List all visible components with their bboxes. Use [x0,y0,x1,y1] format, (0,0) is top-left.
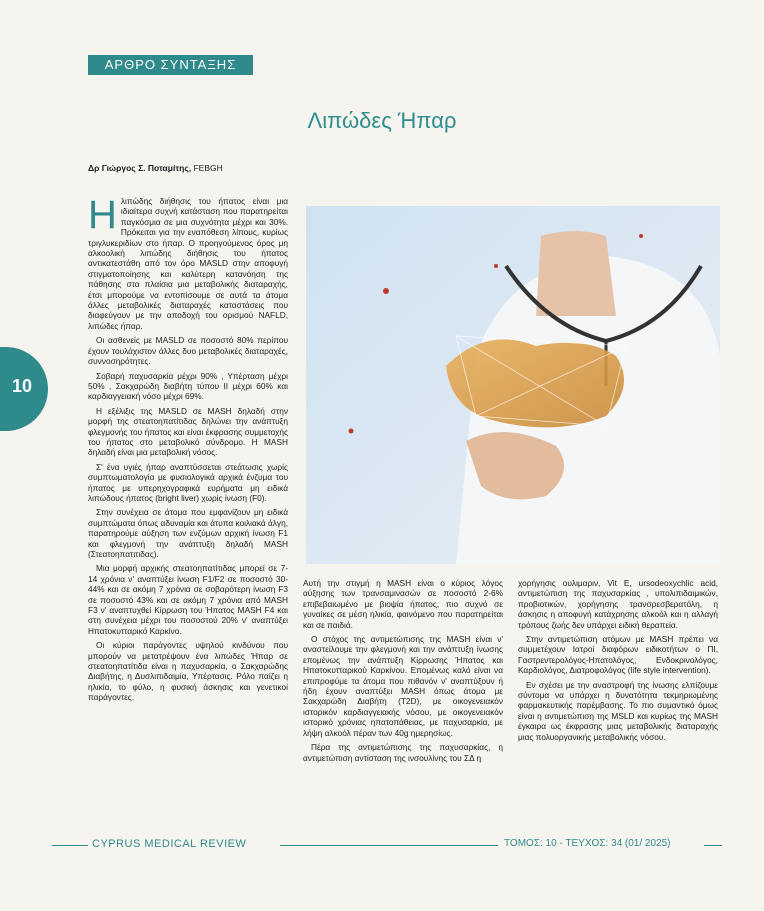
article-title: Λιπώδες Ήπαρ [307,108,457,133]
paragraph: χορήγησις ουλιμαριν, Vit E, ursodeoxychlic acid, αντιμετώπιση της παχυσαρκίας , υπολιπιδαιμικών, προβιοτικών, χορήγησης τρανσρεσβερατόλη, η άσκησις η αποφυγή κατάχρησης αλκοόλ και η αλλαγή τρόπους ζωής δεν υπάρχει ειδική θεραπεία. [518,578,718,630]
paragraph: Οι κύριοι παράγοντες υψηλού κινδύνου που μπορούν να μετατρέψουν ένα λιπώδες Ήπαρ σε στεατοηπατίτιδα είναι η παχυσαρκία, ο Σακχαρώδης Διαβήτης, η Δυσλιπιδαιμία, Υπέρτασις. Ρόλο παίζει η ηλικία, το φύλο, η φυσική άσκησις και γενετικοί παράγοντες. [88,640,288,703]
paragraph: Αυτή την στιγμή η MASH είναι ο κύριος λόγος αύξησης των τρανσαμινασών σε ποσοστό 2-6% επιβεβαιωμένο με βιοψία ήπατος, πιο συχνό σε γυναίκες σε μέση ηλικία, φαινόμενο που παρατηρείται και σε παιδιά. [303,578,503,630]
paragraph: Στην συνέχεια σε άτομα που εμφανίζουν μη ειδικά συμπτώματα όπως αδυναμία και άτυπα κοιλιακά άλγη, παρατηρούμε αύξηση των ενζύμων αρχική ίνωση F1 και φλεγμονή την ανάπτυξη δηλαδή MASH (Στεατοηπατιτιδας). [88,507,288,559]
dropcap: Η [88,193,117,237]
paragraph [88,193,288,331]
paragraph: Εν σχέσει με την αναστροφή της ίνωσης ελπίζουμε σύντομα να υπάρχει η δυνατότητα τεκμηριωμένης φαρμακευτικής παρέμβασης. Το πιο συμαντικό όμως είναι η αντιμετώπιση της MSLD και κυρίως της MASH έγκαιρα ως έκφρασης μιας μεταβολικής διαταραχής μιας πολυοργανικής μεταβολικής νόσου. [518,679,718,742]
author-affiliation: FEBGH [193,163,223,173]
footer-rule-right [704,845,722,846]
footer [0,838,764,852]
section-label: ΑΡΘΡΟ ΣΥΝΤΑΞΗΣ [88,55,253,75]
paragraph: Στην αντιμετώπιση ατόμων με MASH πρέπει να συμμετέχουν Ιατροί διαφόρων ειδικοτήτων ο ΠΙ, Γαστρεντερολόγος-Ηπατολόγος, Ενδοκρινολόγος, Καρδιολόγος, Διατροφολόγος (life style intervention). [518,634,718,676]
issue-info: ΤΟΜΟΣ: 10 - ΤΕΥΧΟΣ: 34 (01/ 2025) [504,838,671,849]
author-name: Δρ Γιώργος Σ. Ποταμίτης, [88,163,192,173]
publication-name: CYPRUS MEDICAL REVIEW [92,838,247,850]
doctor-liver-photo [306,206,720,564]
paragraph: Σοβαρή παχυσαρκία μέχρι 90% , Υπέρταση μέχρι 50% , Σακχαρώδη διαβήτη τύπου ΙΙ μέχρι 60% και καρδιαγγειακή νόσο μέχρι 69%. [88,370,288,402]
text-column-3 [518,578,718,746]
text-column-2 [303,578,503,767]
paragraph-text: λιπώδης διήθησις του ήπατος είναι μια ιδιαίτερα συχνή κατάσταση που παρατηρείται παγκόσμια σε μια συχνότητα μέχρι και 30%. Πρόκειται για την εναπόθεση λίπους, κυρίως τριγλυκεριδίων στο ήπαρ. Ο προηγούμενος όρος μη αλκοολική λιπώδης διήθησις του ήπατος αντικατεστάθη από τον όρο MASLD στην αποφυγή στιγματοποίησης και καλύτερη κατανόηση της πάθησης στα πλαίσια μια μεταβολικής διαταραχής, έτσι μπορούμε να εντοπίσουμε σε αυτά τα άτομα άλλες μεταβολικές διαταραχές καταστάσεις που διαφεύγουν με την αποδοχή του ορισμού NAFLD, λιπώδες ήπαρ. [88,196,288,331]
footer-rule-left [52,845,88,846]
paragraph: Η εξέλιξις της MASLD σε MASH δηλαδή στην μορφή της στεατοηπατίτιδας δηλώνει την ανάπτυξη φλεγμονής του ήπατος και είναι έκφρασης συμμετοχής του ήπατος στο μεταβολικό σύνδρομο. Η MASH δηλαδή είναι μια μεταβολική νόσος. [88,405,288,458]
text-column-1 [88,193,288,707]
paragraph: Σ' ένα υγιές ήπαρ αναπτύσσεται στεάτωσις χωρίς συμπτωματολογία με φυσιολογικά αρχικά ένζυμα του ήπατος με υπερηχογραφικά ευρήματα μη ειδικά λιπώδους ήπατος (bright liver) χωρίς ίνωση (F0). [88,461,288,503]
author-line [88,163,223,173]
paragraph: Οι ασθενείς με MASLD σε ποσοστό 80% περίπου έχουν τουλάχιστον άλλες δυο μεταβολικές διαταραχές, συννοσηρότητες. [88,335,288,367]
page-number: 10 [12,376,33,396]
paragraph: Μια μορφή αρχικής στεατοηπατίτιδας μπορεί σε 7-14 χρόνια ν' αναπτύξει ίνωση F1/F2 σε ποσοστό 30-44% και σε ακόμη 7 χρόνια σε σοβαρότερη ίνωση F3 σε ποσοστό 43% και σε ακόμη 7 χρόνια από MASH F3 ν' αναπτυχθεί Κίρρωση του Ήπατος MASH F4 και στη συνέχεια μέχρι του ποσοστού 20% ν' αναπτύξει Ηπατοκυτταρικό Καρκίνο. [88,563,288,636]
paragraph: Πέρα της αντιμετώπισης της παχυσαρκίας, η αντιμετώπιση αντίσταση της ινσουλίνης του ΣΔ η [303,742,503,763]
footer-rule-middle [280,845,498,846]
paragraph: Ο στόχος της αντιμετώπισης της MASH είναι ν' αναστείλουμε την φλεγμονή και την ανάπτυξη ίνωσης επομένως την ανάπτυξη Κίρρωσης Ήπατος και Ηπατοκυτταρικού Καρκίνου. Επομένως καλό είναι να επιπροφύμε τα άτομα που πιθανόν ν' αναπτύξουν ή ήδη έχουν αναπτύξει MASH όπως άτομα με Σακχαρώδη Διαβήτη (T2D), με οικογενειακόν ιστορικόν καρδιαγγειακής νόσου, με οικογενειακόν ιστορικό χρόνιας ηπατοπάθειας, με παχυσαρκία, με λήψη αλκοόλ πέραν των 40g ημερησίως. [303,634,503,738]
